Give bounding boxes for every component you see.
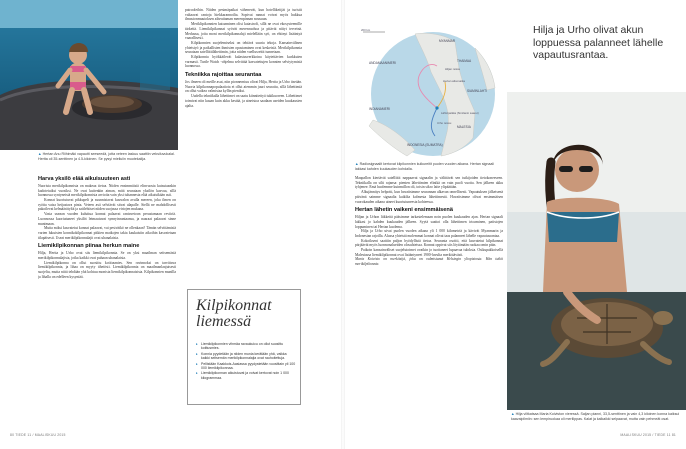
paragraph: Kilpikonnia hyökkäilevät kalastusverkkoina käytettävien kurkkuien varmasti. Turtle Watch -ohjelma selvittää kasvatettujen konnien selviytymistä luonnossa. xyxy=(185,55,302,69)
map-marker-urho: Urho reissu xyxy=(437,121,452,125)
map-caption xyxy=(355,162,495,171)
paragraph: Hiljan ja Urhon liikkeitä pääsimme tarkastelemaan noin puolen kuukauden ajan. Hertan signaali lakkasi jo kahden kuukauden jälkeen. Syytä saattoi olla lähettimen irtoaminen, patistojen loppuminen tai Hertan kuolema. xyxy=(355,215,503,229)
left-photo-caption-text: Hertan Anu Riihimäki vapautti seeseedä, jotta veteen laskuu saattiin veksiluvukalal. Hertta oli 35-senttinen ja 4.5-kiloinen. Se pysyi mielluiin muotekalija. xyxy=(38,152,175,161)
paragraph: Hilja, Hertta ja Urho ovat siis liemikilpikonnia. Se on yksi maailman seitsemästä merikilpikonnalajista, jotka kaikki ovat puhaan uhanalaisia. xyxy=(38,251,176,260)
heading-hertan-lahetin: Hertan lähetin vaikeni ensimmäisenä xyxy=(355,207,453,214)
info-box-title xyxy=(196,298,272,330)
paragraph: Kilpikonnien suojelemiseksi on tehtävä suuria tekoja. Kansainvälinen yhteistyö ja paikallisten ihmisten opastaminen ovat keskeisiä. Merikilpikonnia seurataan satelliittilähettimin, jotta niiden vaellusreitit tunnetaan. xyxy=(185,40,302,55)
tracking-map xyxy=(355,28,505,158)
info-box-title-line-2: liemessä xyxy=(196,313,252,330)
info-box-item: ▸ Pellistään Kaakkois-Aasiassa pyydystetään vuosittain yli 100 000 liemikilpikonnaa. xyxy=(196,362,296,371)
paragraph: Konnat kuoriutuvat pikkupelt ja suunnistavat kuuvalon avulla mereen, joka ilmen on ryötta vaisa heijastava pinta. Veteen asti selviävät sitvat ulapalle. Siellä ne mahdollisesti pakoilevat kelmäärätyltä ja saitlehtiset niiden suojassa virtojen mukana. xyxy=(38,198,176,212)
info-box-list xyxy=(196,342,296,381)
paragraph: Vasta useaan vuoden kuluttua konnat palaavat rantavetoon perustamaan reviiriä. Luonnossa kuoriutuneet yksilöt leimautuvat synnyinrantaansa, ja naaraat palaavat sinne munimaan. xyxy=(38,212,176,226)
caption-triangle-icon: ▲ xyxy=(511,412,515,416)
map-illustration xyxy=(355,28,505,158)
map-scale: 200 km xyxy=(361,28,371,32)
author-note: Maria Koivisto on merkitsijä, joka on valmistunut Helsingin yliopistosta. Hän tutkii merikilpikonnia. xyxy=(355,257,503,267)
right-column-1 xyxy=(355,176,503,430)
right-photo-caption-text: Hilja viltkatsaa Maria Koiviston vieressä. Saljan pianni, 33,5-senttinen ja vain 4,3 kiloinen konna kaiksui kaavaipilmiin: sen lempiruokaa oli merilippas. Kalat ja kalkaikki selpaavat, mutta vain pehmeät osat. xyxy=(511,412,680,421)
photo-woman-on-boat xyxy=(0,0,178,150)
paragraph: Kokoikseni saattiin paljon hyödyllistä tietoa. Seuranta osoitti, että kasvatetut kilpikonnat pärjäävät myös luonnonalueiden olosuhteissa. Konnat oppivat siis löytämään ruokaa omin päin. xyxy=(355,238,503,248)
map-label-siaminlahti: SIAMINLAHTI xyxy=(467,89,488,93)
left-column-1 xyxy=(38,176,176,430)
left-column-2 xyxy=(185,8,302,280)
map-label-myanmar: MYANMAR xyxy=(439,39,456,43)
photo-woman-with-turtle xyxy=(507,92,686,410)
paragraph: Hilja ja Urho uivat puolen vuoden aikana yli 1 000 kilometriä ja kävivät Myanmarin ja Indonesian rajoilla. Alussa yhteistä molemmat konnat olivat taas palanneet lähelle vapautusrantaa. xyxy=(355,229,503,238)
caption-triangle-icon: ▲ xyxy=(355,162,359,166)
left-page-footer: 80 TIEDE 11 / MAALISKUU 2015 xyxy=(10,433,66,437)
paragraph: Paikoin kansainväliset suojelutoimet ovatkin jo tuottaneet lupaavaa tuloksia. Ostkupakkoisellä Malesiassa liemikilpikonnat ovat lisääntyneet 1900-luvulta merkittävästi. xyxy=(355,248,503,257)
map-label-intianmeri: INDIANAMERI xyxy=(369,107,390,111)
info-box-item: ▸ Liemikilpikonnien vihmäa ravaukuicu on ollut suosittu kotitusmies. xyxy=(196,342,296,351)
paragraph: Jos ilmeen oli meille asut, niin pionnerniuu olivat Hilja, Hertta ja Urho itseään. Nuorta kilpikonnapopulaatiota ei ollut aiemmin juuri seurattu, sillä lähettimiä on ollut vaikea valmistaa kyllin pieniksi. xyxy=(185,80,302,94)
paragraph: Liemikilpikonna on ollut suosittu kotitusmies. Sen ravinnoksi on tarvittava liemikilpikonnia, ja lihaa on myyty tihetösti. Liemikilpikonnia on maailmanlaajuisesti suojeltu, mutta niitä tehdään yhä kohtuu monista liemikilpikonnaisista. Kilpikonnien munilla ja lihalla on edelleen kysyntää. xyxy=(38,260,176,279)
info-box-kilpikonnat-liemessa xyxy=(187,289,301,405)
caption-triangle-icon: ▲ xyxy=(38,152,42,156)
map-label-andamaaninmeri: ANDAMAANIMERI xyxy=(369,61,396,65)
right-page xyxy=(343,0,686,449)
page-gutter xyxy=(341,0,345,449)
pull-quote-headline: Hilja ja Urho olivat akun loppuessa palanneet lähelle vapautusrantaa. xyxy=(533,24,664,62)
right-page-footer: MAALISKUU 2015 / TIEDE 11 81 xyxy=(620,433,676,437)
photo-boat-illustration xyxy=(0,0,178,150)
info-box-item: ▸ Liemikilpikonnan aikuistuvat ja voivat kertovat noin 1 000 kilogrammaa. xyxy=(196,371,296,380)
left-photo-caption xyxy=(38,152,176,161)
map-label-malesia: MALESIA xyxy=(457,125,471,129)
paragraph: Nuorista merikilpikonnista on makeaa tietoa. Niiden ensimmäisiä elinvuosia kutsutaankin kadoteiuiksi vuosiksi. Ne ovat kuitenkin aiman, mitä seurataan yksilön kasvua, sillä luonnossa syntyneistä merikilpikonnista arvioita vain yksi tuhannesta elää aikuisikään asti. xyxy=(38,183,176,198)
paragraph: patrooleihin. Niiden pesimäpaikat vähenevät, kun hotellikeitjät ja turistit valtaavat rantoja hiekkarannoilta. Sopivat rannat voivat myös hukkua ilmastonmuutoksen aiheuttaman merenpinnan nousuun. xyxy=(185,8,302,22)
map-marker-hilja: Hiljan reissu xyxy=(445,67,461,71)
heading-harva-yksilo: Harva yksilö elää aikuisuuteen asti xyxy=(38,176,131,182)
heading-liemikilpikonnan-piinaa: Liemikilpikonnan piinaa herkun maine xyxy=(38,243,140,250)
paragraph: Meriklipikonnien katoaminen olisi katastrofi, sillä ne ovat ekosysteemille tärkeitä. Liemikilpikonnat syövät merenruohoa ja pitävät niityt terveinä. Meduusa, joita moni merikilpikonnalaji mielellään syö, on ehtinyt lisääntyä vaarallisesti. xyxy=(185,22,302,41)
map-label-thaimaa: THAIMAA xyxy=(457,59,472,63)
map-caption-text: Radiosignaalit kertovat kilpikonnien kulkureitit puolen vuoden aikana. Hertan signaali lakkasi kahden kuukauden kohdalla. xyxy=(355,162,495,171)
paragraph: Alkujännitys helpotti, kun havaitsimme seurannan alkavan onnellisesti. Vapautuksen jälkeisenä päivänä saimme signaalia kaikilta kolmesta lähettimestä. Havaitsimme olivat ensimmäisen vuorokauden aikana uineet kuoriutuneesta kohteessa. xyxy=(355,190,503,204)
paragraph: Maapallon kiertävät satelliitit nappaavat signaalin ja välittävät sen tutkijoiden tietokoneeseen. Tekniikalla on silti rajansa: pienten lähettimien elinikä on vain puoli vuotta. Sen jälkeen akku tyhjenee. Emä huolemme kuinmillon oli, toisin sikro laite ylipäätään. xyxy=(355,176,503,190)
info-box-item: ▸ Konnia pyydetään ja niiden munia kerätään yhä, vaikka kaikki seitsemän merikilpikonnalajia ovat rauhoitettuja. xyxy=(196,352,296,361)
map-marker-hertta: Hertan alkumatka xyxy=(443,79,465,83)
right-photo-caption xyxy=(511,412,681,421)
paragraph: Mutta miksi kasvatetut konnat palaavat, vai pesivätkö ne ollenkaan? Tämän selvittämisiä varten lukuisten konnikokilpikonnat pitkien matkojen takia kaukaisiin aikoihin kasvatetaan tilapäisesti. Useat merikilpikonnalajit ovat uhanalaisia. xyxy=(38,226,176,240)
info-box-title-line-1: Kilpikonnat xyxy=(196,297,272,314)
map-marker-lahtopaikka: Lähtöpaikka (Similanin saaret) xyxy=(441,111,479,115)
map-label-indonesia: INDONESIA (SUMATRA) xyxy=(407,143,443,147)
photo-turtle-illustration xyxy=(507,92,686,410)
heading-tekniikka-rajoittaa: Tekniikka rajoittaa seurantaa xyxy=(185,72,262,79)
paragraph: Uudella tekniikalla lähettimet on saatu kiinnitettyä tukikuoreen. Lähettimet toimivat niin kauan kuin akku kestää, ja aineistoa saadaan useiden kuukausien ajalta. xyxy=(185,94,302,108)
